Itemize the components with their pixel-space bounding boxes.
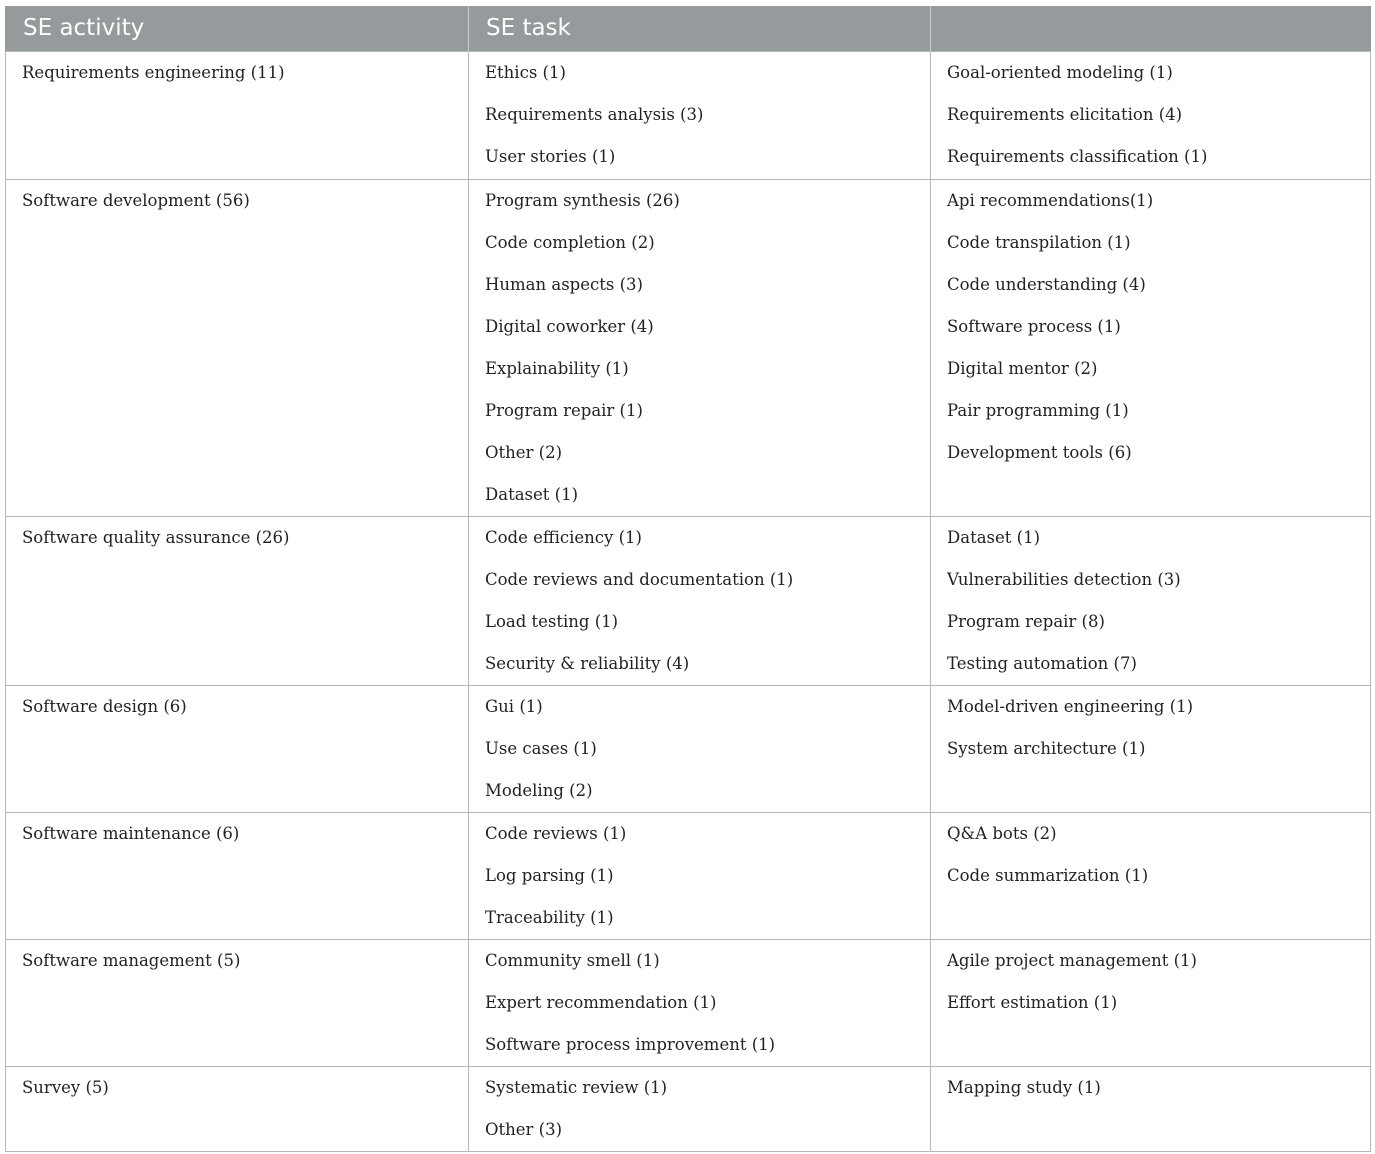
- activity-label: Requirements engineering (11): [22, 62, 285, 82]
- task-item: Dataset (1): [947, 527, 1041, 547]
- task-item: Log parsing (1): [485, 865, 614, 885]
- task-item: Goal-oriented modeling (1): [947, 62, 1173, 82]
- task-item: Ethics (1): [485, 62, 566, 82]
- table-row: [6, 812, 1371, 939]
- header-blank: [931, 6, 1371, 51]
- task-item: Modeling (2): [485, 780, 593, 800]
- task-item: Other (3): [485, 1119, 563, 1139]
- task-item: Other (2): [485, 442, 563, 462]
- task-item: Software process (1): [947, 316, 1121, 336]
- task-item: Security & reliability (4): [485, 653, 690, 673]
- task-item: Code understanding (4): [947, 274, 1146, 294]
- activity-cell: [6, 516, 469, 685]
- tasks-left-cell: [469, 939, 931, 1066]
- task-item: Gui (1): [485, 696, 543, 716]
- task-item: Model-driven engineering (1): [947, 696, 1194, 716]
- task-item: Explainability (1): [485, 358, 629, 378]
- activity-cell: [6, 812, 469, 939]
- table-row: [6, 516, 1371, 685]
- task-item: Development tools (6): [947, 442, 1132, 462]
- task-item: Traceability (1): [485, 907, 614, 927]
- tasks-right-cell: [931, 179, 1371, 516]
- task-item: Code reviews (1): [485, 823, 627, 843]
- activity-label: Software management (5): [22, 950, 241, 970]
- task-item: Api recommendations(1): [947, 190, 1154, 210]
- task-item: Program repair (8): [947, 611, 1105, 631]
- task-item: Program synthesis (26): [485, 190, 680, 210]
- activity-label: Software maintenance (6): [22, 823, 240, 843]
- tasks-right-cell: [931, 516, 1371, 685]
- task-item: Requirements analysis (3): [485, 104, 704, 124]
- tasks-right-cell: [931, 812, 1371, 939]
- task-item: Agile project management (1): [947, 950, 1197, 970]
- task-item: Digital coworker (4): [485, 316, 654, 336]
- tasks-left-cell: [469, 1066, 931, 1151]
- task-item: Dataset (1): [485, 484, 579, 504]
- tasks-left-cell: [469, 179, 931, 516]
- activity-cell: [6, 179, 469, 516]
- se-activity-table: [5, 6, 1371, 1152]
- activity-cell: [6, 685, 469, 812]
- task-item: Vulnerabilities detection (3): [947, 569, 1181, 589]
- task-item: Community smell (1): [485, 950, 660, 970]
- task-item: Requirements classification (1): [947, 146, 1208, 166]
- tasks-left-cell: [469, 51, 931, 179]
- task-item: Software process improvement (1): [485, 1034, 776, 1054]
- task-item: Effort estimation (1): [947, 992, 1118, 1012]
- header-se-task: SE task: [469, 6, 931, 51]
- task-item: Q&A bots (2): [947, 823, 1057, 843]
- tasks-left-cell: [469, 812, 931, 939]
- activity-label: Survey (5): [22, 1077, 109, 1097]
- tasks-right-cell: [931, 51, 1371, 179]
- header-se-activity: SE activity: [6, 6, 469, 51]
- task-item: Mapping study (1): [947, 1077, 1101, 1097]
- table-row: [6, 1066, 1371, 1151]
- table-row: [6, 51, 1371, 179]
- tasks-right-cell: [931, 685, 1371, 812]
- tasks-right-cell: [931, 939, 1371, 1066]
- activity-cell: [6, 51, 469, 179]
- activity-label: Software quality assurance (26): [22, 527, 290, 547]
- tasks-right-cell: [931, 1066, 1371, 1151]
- table-header-row: [6, 6, 1371, 51]
- task-item: Digital mentor (2): [947, 358, 1098, 378]
- task-item: Testing automation (7): [947, 653, 1137, 673]
- task-item: Code completion (2): [485, 232, 655, 252]
- task-item: Requirements elicitation (4): [947, 104, 1183, 124]
- task-item: Program repair (1): [485, 400, 643, 420]
- task-item: Expert recommendation (1): [485, 992, 717, 1012]
- tasks-left-cell: [469, 685, 931, 812]
- task-item: User stories (1): [485, 146, 616, 166]
- task-item: Systematic review (1): [485, 1077, 668, 1097]
- activity-label: Software development (56): [22, 190, 250, 210]
- task-item: Code summarization (1): [947, 865, 1149, 885]
- tasks-left-cell: [469, 516, 931, 685]
- activity-cell: [6, 939, 469, 1066]
- task-item: Code transpilation (1): [947, 232, 1131, 252]
- table-row: [6, 179, 1371, 516]
- task-item: Code reviews and documentation (1): [485, 569, 794, 589]
- task-item: Pair programming (1): [947, 400, 1129, 420]
- table-row: [6, 939, 1371, 1066]
- table-row: [6, 685, 1371, 812]
- task-item: Load testing (1): [485, 611, 619, 631]
- task-item: Human aspects (3): [485, 274, 643, 294]
- task-item: System architecture (1): [947, 738, 1146, 758]
- activity-cell: [6, 1066, 469, 1151]
- task-item: Code efficiency (1): [485, 527, 642, 547]
- task-item: Use cases (1): [485, 738, 597, 758]
- activity-label: Software design (6): [22, 696, 187, 716]
